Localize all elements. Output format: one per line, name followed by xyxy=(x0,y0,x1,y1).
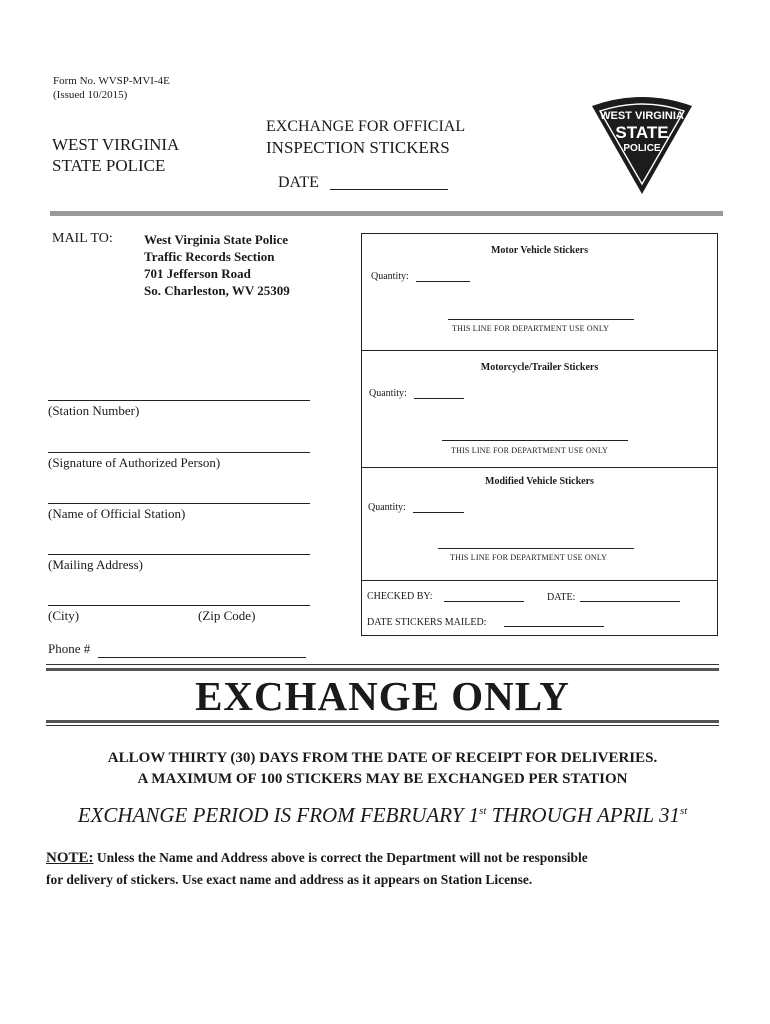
exchange-period-end-suffix: st xyxy=(679,805,688,817)
mailed-date-label: DATE STICKERS MAILED: xyxy=(367,617,487,628)
mail-address xyxy=(144,231,290,299)
exchange-period-start-suffix: st xyxy=(479,805,487,817)
city-label: (City) xyxy=(48,608,80,623)
city-zip-field[interactable] xyxy=(48,591,310,606)
note-text-2: for delivery of stickers. Use exact name and address as it appears on Station License. xyxy=(46,872,533,887)
station-name-label: (Name of Official Station) xyxy=(48,506,186,521)
badge-mid-text: STATE xyxy=(615,123,669,142)
exchange-period-end: THROUGH APRIL 31 xyxy=(486,803,680,827)
mail-to-label: MAIL TO: xyxy=(52,231,113,246)
motorcycle-trailer-title: Motorcycle/Trailer Stickers xyxy=(480,362,599,373)
exchange-period xyxy=(46,803,719,828)
checked-by-field[interactable] xyxy=(444,589,524,602)
station-number-label: (Station Number) xyxy=(48,403,140,418)
mail-line-1: West Virginia State Police xyxy=(144,232,289,247)
box-divider-2 xyxy=(361,467,718,468)
mailing-address-label: (Mailing Address) xyxy=(48,557,143,572)
mailing-address-field[interactable] xyxy=(48,540,310,555)
motor-vehicle-title: Motor Vehicle Stickers xyxy=(490,245,589,256)
modified-dept-label: THIS LINE FOR DEPARTMENT USE ONLY xyxy=(450,553,608,562)
badge-top-text: WEST VIRGINIA xyxy=(600,110,684,122)
moto-dept-line xyxy=(442,430,628,441)
mail-line-2: Traffic Records Section xyxy=(144,249,275,264)
header-divider xyxy=(50,211,723,216)
delivery-notice-line-1: ALLOW THIRTY (30) DAYS FROM THE DATE OF RECEIPT FOR DELIVERIES. xyxy=(107,750,658,766)
banner-rule-bottom xyxy=(46,720,719,723)
issued-date: (Issued 10/2015) xyxy=(53,89,128,101)
note-text-1: Unless the Name and Address above is correct the Department will not be responsible xyxy=(93,850,588,865)
motor-dept-line xyxy=(448,309,634,320)
modified-quantity-field[interactable] xyxy=(413,501,464,513)
motor-quantity-label: Quantity: xyxy=(371,271,409,282)
modified-quantity-label: Quantity: xyxy=(368,502,406,513)
agency-name xyxy=(52,134,179,176)
signature-field[interactable] xyxy=(48,438,310,453)
banner-rule-top-thin xyxy=(46,664,719,665)
title-line-2: INSPECTION STICKERS xyxy=(266,138,450,157)
motor-quantity-field[interactable] xyxy=(416,270,470,282)
state-police-badge-icon xyxy=(588,92,696,196)
delivery-notice-line-2: A MAXIMUM OF 100 STICKERS MAY BE EXCHANGED PER STATION xyxy=(137,771,628,787)
agency-line-2: STATE POLICE xyxy=(52,156,166,175)
banner-rule-bottom-thin xyxy=(46,725,719,726)
form-title xyxy=(266,116,465,158)
zip-label: (Zip Code) xyxy=(198,608,256,623)
date-label: DATE xyxy=(278,174,319,191)
signature-label: (Signature of Authorized Person) xyxy=(48,455,221,470)
station-number-field[interactable] xyxy=(48,386,310,401)
note-paragraph xyxy=(46,847,719,890)
box-divider-1 xyxy=(361,350,718,351)
date-field[interactable] xyxy=(330,175,448,190)
modified-dept-line xyxy=(438,538,634,549)
moto-dept-label: THIS LINE FOR DEPARTMENT USE ONLY xyxy=(451,446,609,455)
moto-quantity-field[interactable] xyxy=(414,387,464,399)
station-name-field[interactable] xyxy=(48,489,310,504)
box-divider-3 xyxy=(361,580,718,581)
form-info xyxy=(53,74,170,102)
mailed-date-field[interactable] xyxy=(504,614,604,627)
exchange-period-start: EXCHANGE PERIOD IS FROM FEBRUARY 1 xyxy=(77,803,480,827)
agency-line-1: WEST VIRGINIA xyxy=(52,135,180,154)
note-label: NOTE: xyxy=(46,850,94,866)
mail-line-3: 701 Jefferson Road xyxy=(144,266,251,281)
phone-field[interactable] xyxy=(98,643,306,658)
mail-line-4: So. Charleston, WV 25309 xyxy=(144,283,290,298)
modified-vehicle-title: Modified Vehicle Stickers xyxy=(485,476,594,487)
form-number: Form No. WVSP-MVI-4E xyxy=(53,75,170,87)
title-line-1: EXCHANGE FOR OFFICIAL xyxy=(266,118,466,135)
motor-dept-label: THIS LINE FOR DEPARTMENT USE ONLY xyxy=(452,324,610,333)
delivery-notice xyxy=(46,748,719,790)
banner-rule-top xyxy=(46,668,719,671)
checked-by-label: CHECKED BY: xyxy=(367,591,433,602)
checked-date-label: DATE: xyxy=(547,592,576,603)
phone-label: Phone # xyxy=(48,641,91,656)
exchange-only-banner: EXCHANGE ONLY xyxy=(195,673,570,719)
moto-quantity-label: Quantity: xyxy=(369,388,407,399)
badge-bottom-text: POLICE xyxy=(623,143,661,154)
checked-date-field[interactable] xyxy=(580,589,680,602)
